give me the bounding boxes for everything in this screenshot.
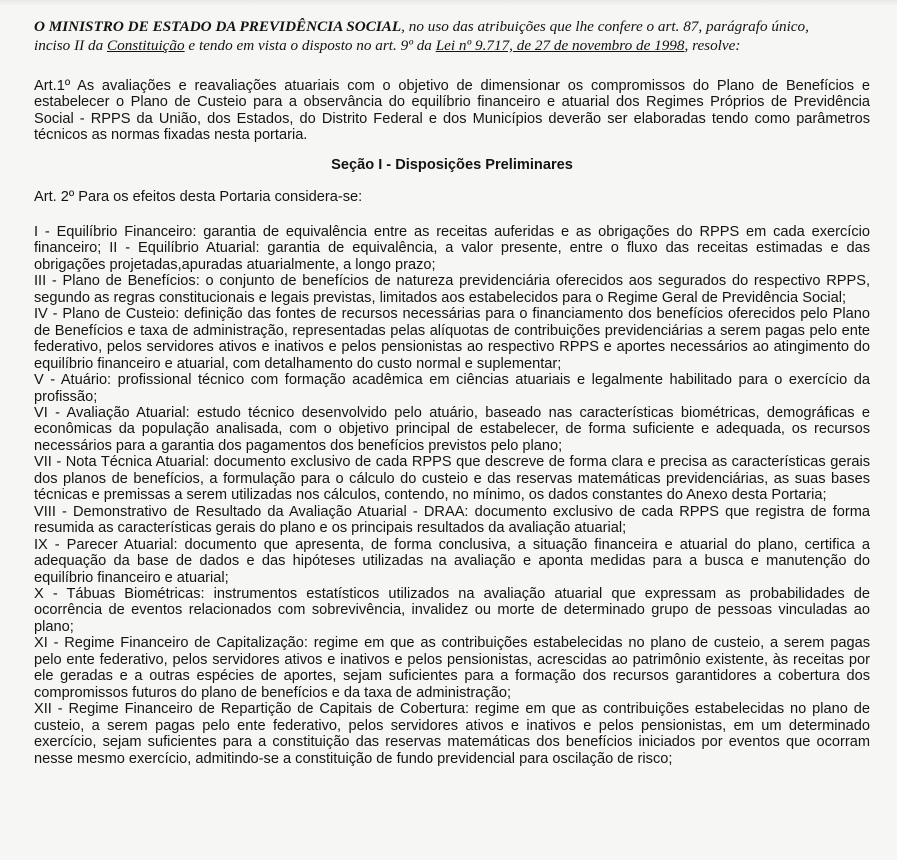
preamble-line-1: [34, 17, 894, 36]
definition-item: VIII - Demonstrativo de Resultado da Avaliação Atuarial - DRAA: documento exclusivo de cada RPPS que registra de forma resumida as características gerais do plano e os principais resultados da avaliação atuarial;: [34, 503, 870, 537]
lei-link[interactable]: Lei nº 9.717, de 27 de novembro de 1998: [435, 37, 685, 54]
scan-shadow: [0, 0, 897, 6]
definition-item: IX - Parecer Atuarial: documento que apresenta, de forma conclusiva, a situação financeira e atuarial do plano, certifica a adequação da base de dados e das hipóteses utilizadas na avaliação e aponta medidas para a busca e manutenção do equilíbrio financeiro e atuarial;: [34, 536, 870, 586]
preamble-text-4: , resolve:: [684, 37, 741, 54]
preamble-text-3: e tendo em vista o disposto no art. 9º da: [184, 37, 436, 54]
article-2: [34, 189, 870, 205]
definition-item: III - Plano de Benefícios: o conjunto de benefícios de natureza previdenciária oferecidos aos segurados do respectivo RPPS, segundo as regras constitucionais e legais previstas, limitados aos estabelecidos para o Regime Geral de Previdência Social;: [34, 273, 870, 306]
article-1-text: Art.1º As avaliações e reavaliações atuariais com o objetivo de dimensionar os compromissos do Plano de Benefícios e estabelecer o Plano de Custeio para a observância do equilíbrio financeiro e atuarial dos Regimes Próprios de Previdência Social - RPPS da União, dos Estados, do Distrito Federal e dos Municípios deverão ser elaboradas tendo como parâmetros técnicos as normas fixadas nesta portaria.: [34, 78, 870, 144]
definition-item: I - Equilíbrio Financeiro: garantia de equivalência entre as receitas auferidas e as obrigações do RPPS em cada exercício financeiro; II - Equilíbrio Atuarial: garantia de equivalência, a valor presente, entre o fluxo das receitas estimadas e das obrigações projetadas,apuradas atuarialmente, a longo prazo;: [34, 224, 870, 273]
definition-item: V - Atuário: profissional técnico com formação acadêmica em ciências atuariais e legalmente habilitado para o exercício da profissão;: [34, 372, 870, 405]
preamble-text-1: , no uso das atribuições que lhe confere o art. 87, parágrafo único,: [401, 18, 809, 35]
article-1: [34, 78, 870, 144]
article-2-text: Art. 2º Para os efeitos desta Portaria considera-se:: [34, 189, 363, 205]
definition-item: IV - Plano de Custeio: definição das fontes de recursos necessárias para o financiamento dos benefícios oferecidos pelo Plano de Benefícios e taxa de administração, representadas pelas alíquotas de contribuições previdenciárias a serem pagas pelo ente federativo, pelos servidores ativos e inativos e pelos pensionistas ao respectivo RPPS e aportes necessários ao atingimento do equilíbrio financeiro e atuarial, com detalhamento do custo normal e suplementar;: [34, 306, 870, 372]
definition-item: VII - Nota Técnica Atuarial: documento exclusivo de cada RPPS que descreve de forma clara e precisa as características gerais dos planos de benefícios, a formulação para o cálculo do custeio e das reservas matemáticas previdenciárias, as suas bases técnicas e premissas a serem utilizadas nos cálculos, contendo, no mínimo, os dados constantes do Anexo desta Portaria;: [34, 454, 870, 504]
definitions-list: [34, 224, 870, 767]
definition-item: XII - Regime Financeiro de Repartição de Capitais de Cobertura: regime em que as contribuições estabelecidas no plano de custeio, a serem pagas pelo ente federativo, pelos servidores ativos e inativos e pelos pensionistas, em um determinado exercício, sejam suficientes para a constituição das reservas matemáticas dos benefícios iniciados por eventos que ocorram nesse mesmo exercício, admitindo-se a constituição de fundo previdencial para oscilação de risco;: [34, 701, 870, 767]
definition-item: X - Tábuas Biométricas: instrumentos estatísticos utilizados na avaliação atuarial que expressam as probabilidades de ocorrência de eventos relacionados com sobrevivência, invalidez ou morte de determinado grupo de pessoas vinculadas ao plano;: [34, 585, 870, 635]
definition-item: VI - Avaliação Atuarial: estudo técnico desenvolvido pelo atuário, baseado nas características biométricas, demográficas e econômicas da população analisada, com o objetivo principal de estabelecer, de forma suficiente e adequada, os recursos necessários para a garantia dos pagamentos dos benefícios previstos pelo plano;: [34, 404, 870, 454]
section-title: Seção I - Disposições Preliminares: [331, 157, 573, 173]
preamble-text-2: inciso II da: [34, 37, 107, 54]
minister-title: O MINISTRO DE ESTADO DA PREVIDÊNCIA SOCIAL: [34, 18, 402, 35]
definition-item: XI - Regime Financeiro de Capitalização: regime em que as contribuições estabelecidas no plano de custeio, a serem pagas pelo ente federativo, pelos servidores ativos e inativos e pelos pensionistas, acrescidas ao patrimônio existente, às receitas por ele geradas e a outras espécies de aportes, sejam suficientes para a formação dos recursos garantidores a cobertura dos compromissos futuros do plano de benefícios e da taxa de administração;: [34, 635, 870, 701]
constituicao-link[interactable]: Constituição: [106, 37, 185, 54]
preamble: [34, 17, 894, 55]
preamble-line-2: [34, 36, 894, 55]
